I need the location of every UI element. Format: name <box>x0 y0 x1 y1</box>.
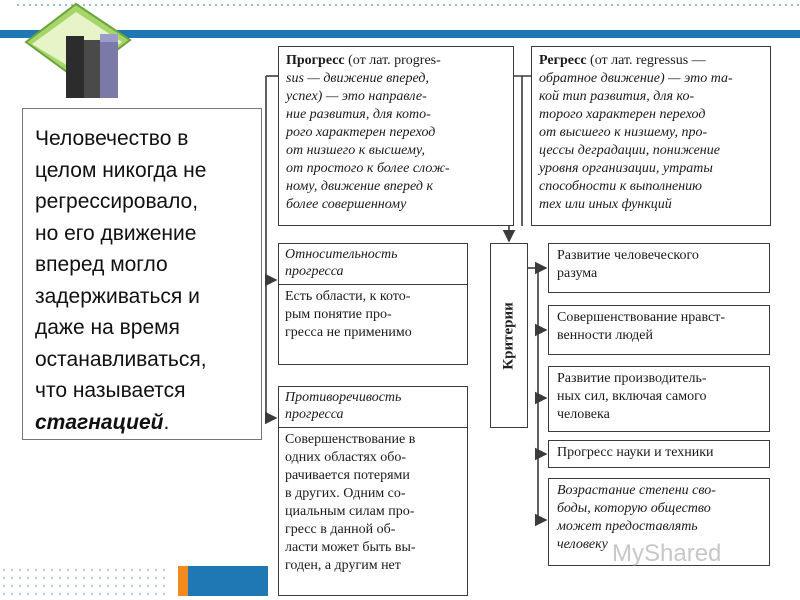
regress-line: обратное движение) — это та- <box>539 71 733 86</box>
criterion-item: Развитие производитель- ных сил, включая самого человека <box>548 366 770 432</box>
quote-tail: . <box>163 410 170 434</box>
progress-definition-box <box>278 46 514 226</box>
criterion-item: Совершенствование нравст- венности людей <box>548 305 770 355</box>
criterion-item: Развитие человеческого разума <box>548 243 770 293</box>
regress-line: тех или иных функций <box>539 197 672 212</box>
criterion-item: Возрастание степени сво- боды, которую общество может предоставлять человеку <box>548 478 770 566</box>
regress-line: цессы деградации, понижение <box>539 143 720 158</box>
progress-line: от низшего к высшему, <box>286 143 425 158</box>
relativity-box <box>278 243 468 365</box>
regress-line: уровня организации, утраты <box>539 161 713 176</box>
quote-line: но его движение <box>35 221 197 245</box>
quote-line: регрессировало, <box>35 190 199 213</box>
quote-emphasis: стагнацией <box>35 410 164 434</box>
regress-line: торого характерен переход <box>539 107 706 122</box>
quote-line: Человечество в <box>35 127 189 150</box>
quote-line: задерживаться и <box>35 284 200 308</box>
relativity-body: Есть области, к кото- рым понятие про- гресса не применимо <box>285 289 412 340</box>
regress-line: способности к выполнению <box>539 179 703 194</box>
regress-definition-box <box>531 46 771 226</box>
progress-line: ние развития, для кото- <box>286 107 431 122</box>
contradiction-body: Совершенствование в одних областях обо- рачивается потерями в других. Одним со- циальным силам про- гресс в данной об- ласти может быть вы- годен, а другим нет <box>285 432 416 573</box>
regress-line: от высшего к низшему, про- <box>539 125 708 140</box>
progress-line: более совершенному <box>286 197 407 212</box>
regress-term: Регресс <box>539 53 587 68</box>
criteria-label: Критерии <box>500 301 517 370</box>
progress-term: Прогресс <box>286 53 345 68</box>
progress-line: рого характерен переход <box>286 125 436 140</box>
bottom-dotted-pattern <box>0 566 170 598</box>
bottom-blue-stripe <box>188 566 268 596</box>
progress-line: ному, движение вперед к <box>286 179 434 194</box>
progress-line: успех) — это направле- <box>286 89 427 104</box>
progress-line: Прогресс (от лат. progres- <box>286 53 441 68</box>
watermark-text: MyShared <box>612 540 722 567</box>
bottom-orange-stripe <box>178 566 188 596</box>
progress-line: sus — движение вперед, <box>286 71 429 86</box>
quote-line: что называется <box>35 379 186 402</box>
criteria-box <box>490 243 528 428</box>
quote-line: даже на время <box>35 316 180 339</box>
regress-line: кой тип развития, для ко- <box>539 89 695 104</box>
quote-line: вперед могло <box>35 253 168 276</box>
regress-line: Регресс (от лат. regressus — <box>539 53 706 68</box>
contradiction-header: Противоречивость прогресса <box>279 387 467 428</box>
criterion-item: Прогресс науки и техники <box>548 440 770 468</box>
quote-line: останавливаться, <box>35 347 207 371</box>
contradiction-box <box>278 386 468 596</box>
relativity-header: Относительность прогресса <box>279 244 467 285</box>
quote-line: целом никогда не <box>35 158 207 182</box>
progress-line: от простого к более слож- <box>286 161 450 176</box>
